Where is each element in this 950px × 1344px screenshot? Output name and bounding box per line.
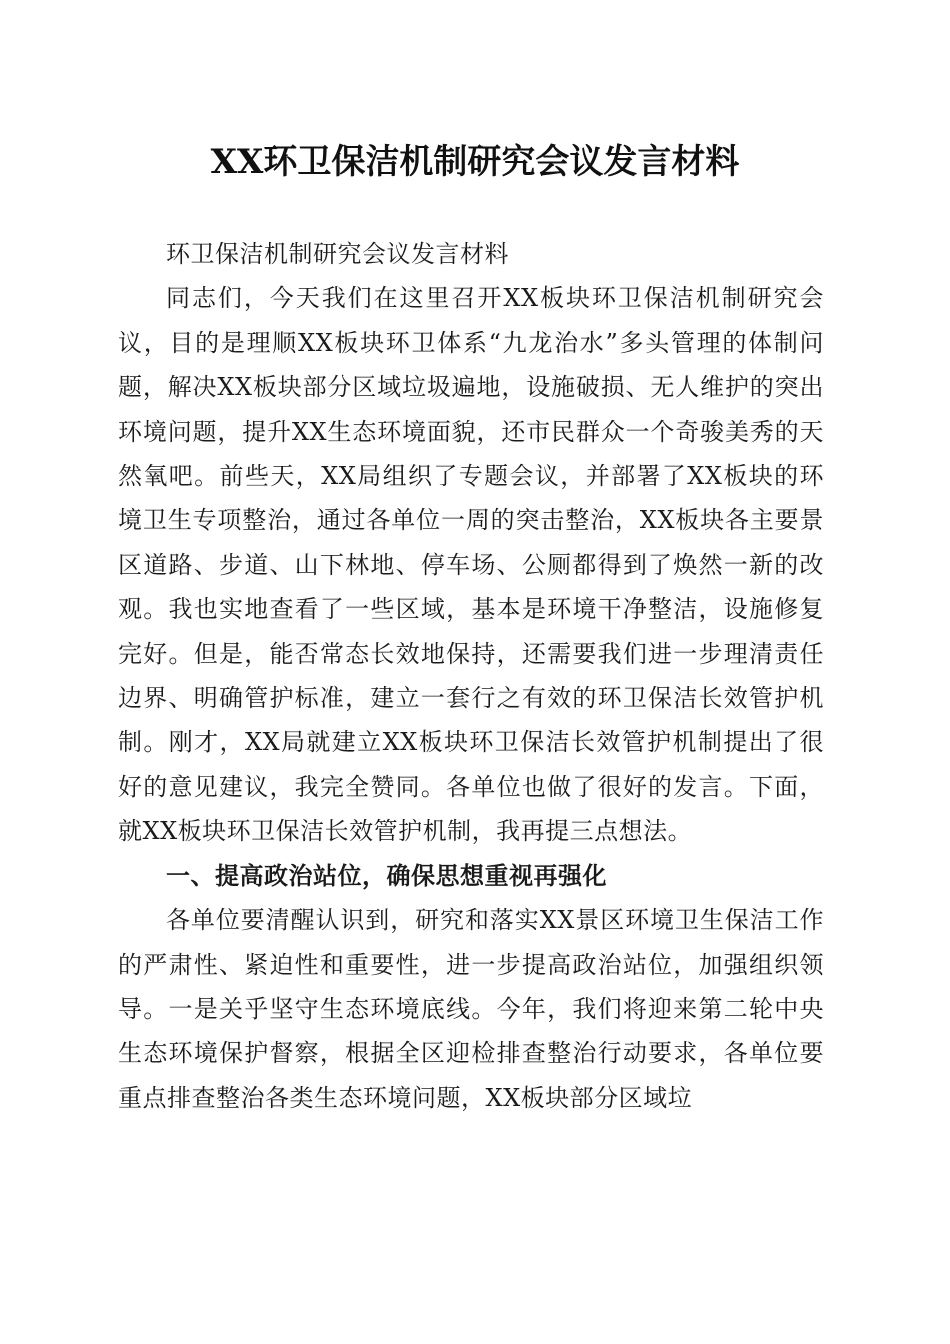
subtitle-paragraph: 环卫保洁机制研究会议发言材料	[166, 240, 509, 268]
section-paragraph: 各单位要清醒认识到，研究和落实XX景区环境卫生保洁工作的严肃性、紧迫性和重要性，进一步提高政治站位，加强组织领导。一是关乎坚守生态环境底线。今年，我们将迎来第二轮中央生态环境保护督察，根据全区迎检排查整治行动要求，各单位要重点排查整治各类生态环境问题，XX板块部分区域垃	[118, 906, 824, 1112]
document-body	[118, 232, 824, 1120]
section-heading: 一、提高政治站位，确保思想重视再强化	[166, 861, 607, 890]
document-title: XX环卫保洁机制研究会议发言材料	[210, 142, 740, 182]
intro-paragraph: 同志们，今天我们在这里召开XX板块环卫保洁机制研究会议，目的是理顺XX板块环卫体系“九龙治水”多头管理的体制问题，解决XX板块部分区域垃圾遍地，设施破损、无人维护的突出环境问题，提升XX生态环境面貌，还市民群众一个奇骏美秀的天然氧吧。前些天，XX局组织了专题会议，并部署了XX板块的环境卫生专项整治，通过各单位一周的突击整治，XX板块各主要景区道路、步道、山下林地、停车场、公厕都得到了焕然一新的改观。我也实地查看了一些区域，基本是环境干净整洁，设施修复完好。但是，能否常态长效地保持，还需要我们进一步理清责任边界、明确管护标准，建立一套行之有效的环卫保洁长效管护机制。刚才，XX局就建立XX板块环卫保洁长效管护机制提出了很好的意见建议，我完全赞同。各单位也做了很好的发言。下面，就XX板块环卫保洁长效管护机制，我再提三点想法。	[118, 284, 824, 846]
